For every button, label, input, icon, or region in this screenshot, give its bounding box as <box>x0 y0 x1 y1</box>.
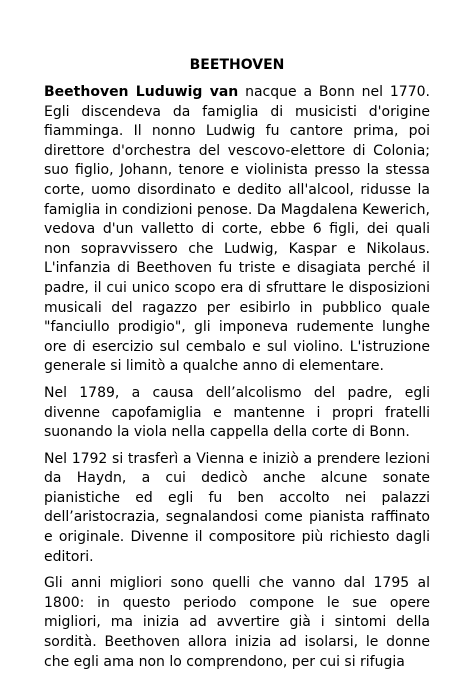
paragraph-4-text: Gli anni migliori sono quelli che vanno dal 1795 al 1800: in questo periodo compone le sue opere migliori, ma inizia ad avvertire già i sintomi della sordità. Beethoven allora inizia ad isolarsi, le donne che egli ama non lo comprendono, per cui si rifugia <box>44 575 430 670</box>
document-page <box>44 55 430 679</box>
paragraph-4 <box>44 574 430 672</box>
paragraph-3 <box>44 450 430 568</box>
paragraph-1-text: nacque a Bonn nel 1770. Egli discendeva da famiglia di musicisti d'origine fiamminga. Il nonno Ludwig fu cantore prima, poi direttore d'orchestra del vescovo-elettore di Colonia; suo figlio, Johann, tenore e violinista presso la stessa corte, uomo disordinato e dedito all'alcool, ridusse la famiglia in condizioni penose. Da Magdalena Kewerich, vedova d'un valletto di corte, ebbe 6 figli, dei quali non sopravvissero che Ludwig, Kaspar e Nikolaus. L'infanzia di Beethoven fu triste e disagiata perché il padre, il cui unico scopo era di sfruttare le disposizioni musicali del ragazzo per esibirlo in pubblico quale "fanciullo prodigio", gli imponeva rudemente lunghe ore di esercizio sul cembalo e sul violino. L'istruzione generale si limitò a qualche anno di elementare. <box>44 84 430 375</box>
paragraph-3-text: Nel 1792 si trasferì a Vienna e iniziò a prendere lezioni da Haydn, a cui dedicò anche alcune sonate pianistiche ed egli fu ben accolto nei palazzi dell’aristocrazia, segnalandosi come pianista raffinato e originale. Divenne il compositore più richiesto dagli editori. <box>44 450 430 565</box>
paragraph-2-text: Nel 1789, a causa dell’alcolismo del padre, egli divenne capofamiglia e mantenne i propri fratelli suonando la viola nella cappella della corte di Bonn. <box>44 384 430 441</box>
paragraph-1-lead: Beethoven Luduwig van <box>44 84 239 100</box>
document-title: BEETHOVEN <box>189 57 285 73</box>
paragraph-1 <box>44 83 430 377</box>
paragraph-2 <box>44 384 430 443</box>
